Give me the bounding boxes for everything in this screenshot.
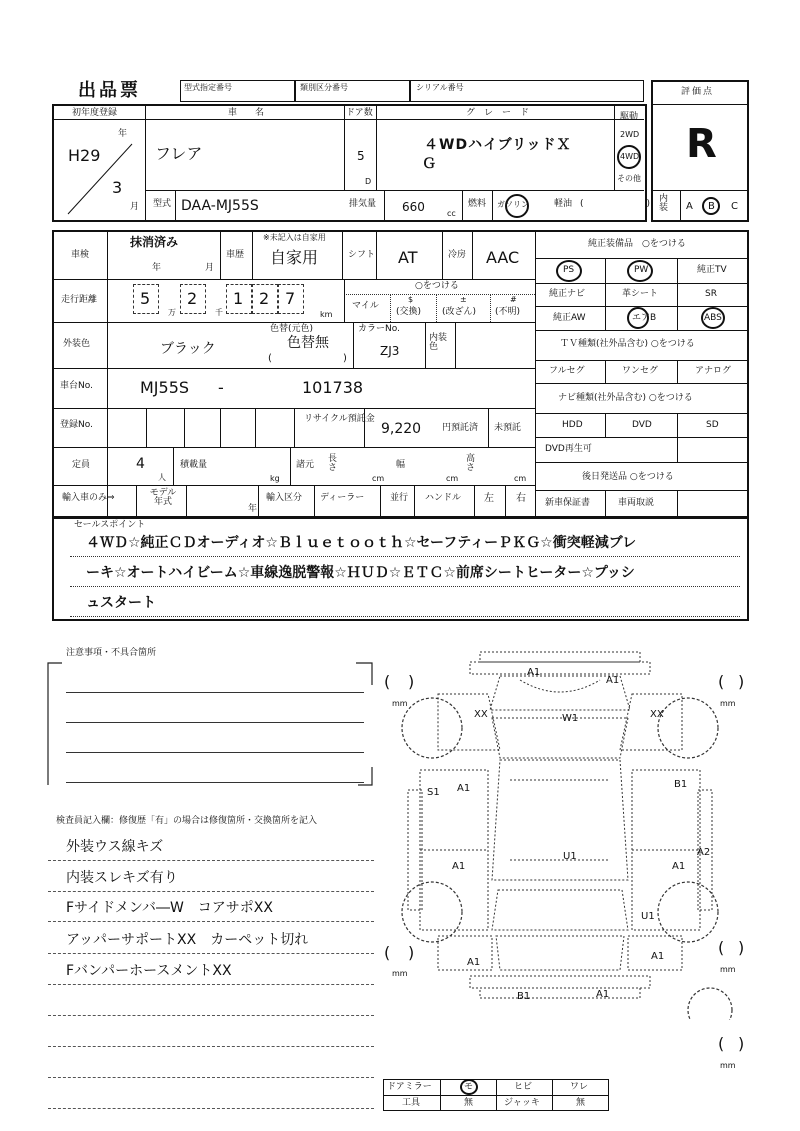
equip-airbag-circle [627,307,649,329]
interior-a: A [686,201,693,212]
recolor-paren-right: ) [343,353,347,364]
navi-hdd: HDD [562,420,583,430]
damage-mark-10: A1 [452,861,466,872]
shift-value: AT [398,248,418,267]
damage-mark-13: U1 [641,911,655,922]
mileage-digit-1-value: 5 [140,289,151,308]
tv-type-label: ＴＶ種類(社外品含む) ○をつける [560,339,695,349]
equip-abs-circle [701,307,725,329]
capacity-value: 4 [136,456,145,472]
navi-dvd-play: DVD再生可 [545,444,592,454]
recycle-unit: 円預託済 [442,423,479,433]
car-name: フレア [155,144,203,163]
sales-point-label: セールスポイント [74,520,146,530]
inspector-label: 検査員記入欄：修復歴「有」の場合は修復箇所・交換箇所を記入 [56,816,318,826]
damage-mark-6: S1 [427,787,440,798]
history-label: 車歴 [226,250,245,260]
tire-fr-bracket-open: ( [718,672,725,691]
length-label: 長さ [328,454,338,473]
damage-mark-2: A1 [606,675,620,686]
first-reg-label: 初年度登録 [72,108,118,118]
sales-line-1: ４ＷＤ☆純正ＣＤオーディオ☆Ｂｌｕｅｔｏｏｔｈ☆セーフティーＰＫＧ☆衝突軽減ブレ [86,535,637,551]
recolor-value: 色替無 [287,335,329,351]
tire-spare-mm: mm [720,1061,736,1070]
length-cm: cm [372,474,385,483]
shift-label: シフト [348,250,376,260]
tire-fr-bracket-close: ) [738,672,745,691]
mileage-digit-5-value: 7 [285,289,296,308]
damage-mark-4: XX [474,709,488,720]
shaken-value: 抹消済み [130,235,179,249]
inspector-item-2: 内装スレキズ有り [66,870,178,886]
fuel-diesel: 軽油 [554,199,573,209]
score-value: R [686,121,717,167]
damage-mark-8: B1 [674,779,688,790]
equip-airbag: エアB [632,313,657,323]
doors-label: ドア数 [346,108,373,118]
width-cm: cm [446,474,459,483]
equip-ps-circle [556,260,582,282]
model-year-label: モデル年式 [149,488,177,507]
model-type-label: 型式 [153,199,172,209]
equip-sr: SR [705,289,717,299]
recycle-value: 9,220 [381,421,422,437]
parallel-option: 並行 [390,493,409,503]
tire-rr-bracket-open: ( [718,938,725,957]
exterior-color-label: 外装色 [63,339,91,349]
interior-b-circle [702,197,720,215]
fuel-gas-circle [505,194,529,218]
damage-mark-12: A1 [672,861,686,872]
category-code-label: 類別区分番号 [300,83,348,92]
color-no-label: カラーNo. [358,324,400,334]
navi-dvd: DVD [632,420,652,430]
tire-rl-bracket-close: ) [408,943,415,962]
chassis-label: 車台No. [60,381,93,391]
height-label: 高さ [466,454,476,473]
form-title: 出品票 [78,80,141,101]
modified-option: (改ざん) [442,307,477,317]
inspector-item-5: FバンパーホースメントXX [66,963,232,979]
dims-label: 諸元 [296,460,315,470]
equip-pw-circle [627,260,653,282]
fuel-gas: ガソリン [497,200,529,209]
mileage-km: km [320,310,333,319]
first-reg-month: 3 [112,178,123,197]
recolor-label: 色替(元色) [270,324,314,334]
equip-ps: PS [563,265,575,275]
tv-fullseg: フルセグ [549,366,585,376]
modified-symbol: ± [460,295,467,304]
navi-type-label: ナビ種類(社外品含む) ○をつける [558,393,693,403]
mile-option: マイル [352,301,379,311]
recolor-paren-left: ( [268,353,272,364]
recycle-unpaid: 未預託 [494,423,522,433]
inspector-item-4: アッパーサポートXX カーペット切れ [66,932,309,948]
car-diagram [380,640,750,1020]
door-mirror-value: モ [464,1082,474,1092]
recycle-label: リサイクル預託金 [304,414,375,424]
damage-mark-11: A2 [697,847,711,858]
car-name-label: 車 名 [228,108,265,118]
chassis-prefix: MJ55S [140,378,190,397]
fuel-label: 燃料 [468,199,487,209]
caution-label: 注意事項・不具合箇所 [66,648,157,658]
doors-value: 5 [357,149,365,163]
handle-left: 左 [484,493,494,504]
mileage-sen: 千 [215,308,223,317]
first-reg-year: H29 [68,146,101,165]
tire-fl-mm: mm [392,699,408,708]
equip-leather: 革シート [622,289,659,299]
doors-suffix: D [365,177,372,186]
fuel-paren: ( ) [580,199,651,209]
tv-oneseg: ワンセグ [622,366,659,376]
later-label: 後日発送品 ○をつける [582,472,674,482]
door-mirror-label: ドアミラー [387,1082,432,1092]
tire-spare-bracket-close: ) [738,1034,745,1053]
model-type-value: DAA-MJ55S [181,198,259,214]
tire-fl-bracket-open: ( [384,672,391,691]
drive-2wd: 2WD [620,130,640,139]
import-class-label: 輸入区分 [266,493,303,503]
tire-fl-bracket-close: ) [408,672,415,691]
jack-value: 無 [576,1098,586,1108]
jack-label: ジャッキ [504,1098,540,1108]
width-label: 幅 [396,460,406,470]
mileage-tsukeru: ○をつける [415,281,459,291]
mileage-digit-3-value: 1 [233,289,244,308]
damage-mark-5: XX [650,709,664,720]
first-reg-month-unit: 月 [130,202,140,212]
height-cm: cm [514,474,527,483]
mileage-label: 走行距離 [61,295,98,305]
grade-line1: ４WDハイブリッドＸ [424,137,572,153]
model-code-label: 型式指定番号 [184,83,232,92]
ac-value: AAC [486,248,520,267]
damage-mark-1: A1 [527,667,541,678]
navi-sd: SD [706,420,719,430]
reg-no-label: 登録No. [60,420,93,430]
displacement-value: 660 [402,200,425,214]
tire-fr-mm: mm [720,699,736,708]
tools-label: 工具 [402,1098,421,1108]
capacity-unit: 人 [158,473,166,482]
sales-line-2: ーキ☆オートハイビーム☆車線逸脱警報☆ＨＵＤ☆ＥＴＣ☆前席シートヒーター☆プッシ [86,565,635,581]
tv-analog: アナログ [695,366,732,376]
serial-label: シリアル番号 [416,83,464,92]
equip-aw: 純正AW [553,313,586,323]
drive-label: 駆動 [620,112,639,122]
mileage-digit-4-value: 2 [259,289,270,308]
later-manual: 車両取説 [618,498,655,508]
displacement-label: 排気量 [349,199,377,209]
handle-label: ハンドル [425,493,462,503]
tire-rl-bracket-open: ( [384,943,391,962]
tire-rl-mm: mm [392,969,408,978]
dealer-option: ディーラー [320,493,365,503]
drive-other: その他 [617,174,641,183]
load-kg: kg [270,474,280,483]
interior-b: B [708,201,715,212]
damage-mark-17: A1 [596,989,610,1000]
first-reg-slash [60,140,140,220]
sales-line-3: ュスタート [86,595,156,611]
later-warranty: 新車保証書 [545,498,591,508]
damage-mark-9: U1 [563,851,577,862]
mileage-digit-2-value: 2 [187,289,198,308]
shaken-year-unit: 年 [152,263,162,273]
history-value: 自家用 [270,248,319,267]
tire-rr-bracket-close: ) [738,938,745,957]
capacity-label: 定員 [72,460,91,470]
tire-spare-bracket-open: ( [718,1034,725,1053]
drive-4wd: 4WD [620,152,640,161]
damage-mark-7: A1 [457,783,471,794]
tire-rr-mm: mm [720,965,736,974]
first-reg-year-unit: 年 [118,129,128,139]
exchange-option: (交換) [396,307,422,317]
grade-label: グ レ ー ド [466,108,530,118]
equip-navi: 純正ナビ [549,289,586,299]
damage-mark-3: W1 [562,713,579,724]
ac-label: 冷房 [448,250,467,260]
damage-mark-15: A1 [651,951,665,962]
damage-mark-14: A1 [467,957,481,968]
grade-line2: Ｇ [422,156,436,172]
equip-pw: PW [634,265,649,275]
damage-mark-16: B1 [517,991,531,1002]
chassis-number: 101738 [302,378,364,397]
unknown-option: (不明) [495,307,521,317]
exchange-symbol: $ [408,295,414,304]
color-no-value: ZJ3 [380,344,400,358]
handle-right: 右 [516,493,526,504]
drive-4wd-circle [617,145,641,169]
model-year-unit: 年 [248,504,258,514]
score-label: 評価点 [681,87,715,97]
history-note: ※未記入は自家用 [263,233,326,242]
ware-label: ワレ [570,1082,589,1092]
import-label: 輸入車のみ⇒ [62,493,115,503]
door-mirror-circle [460,1079,478,1095]
hibi-label: ヒビ [514,1082,533,1092]
interior-color-label: 内装色 [429,333,448,352]
chassis-dash: - [218,378,224,397]
inspector-item-3: Fサイドメンバ―W コアサポXX [66,900,273,916]
load-label: 積載量 [180,460,208,470]
interior-c: C [731,201,738,212]
caution-frame [42,655,382,800]
equip-abs: ABS [704,313,722,323]
tools-value: 無 [464,1098,474,1108]
exterior-color-value: ブラック [160,341,216,357]
mileage-man: 万 [168,308,176,317]
shaken-month-unit: 月 [205,263,215,273]
inspector-item-1: 外装ウス線キズ [66,839,164,855]
unknown-symbol: # [510,295,517,304]
genuine-label: 純正装備品 ○をつける [588,239,686,249]
cc-unit: cc [447,209,456,218]
interior-label: 内装 [659,194,669,213]
equip-tv: 純正TV [697,265,727,275]
shaken-label: 車検 [71,250,90,260]
